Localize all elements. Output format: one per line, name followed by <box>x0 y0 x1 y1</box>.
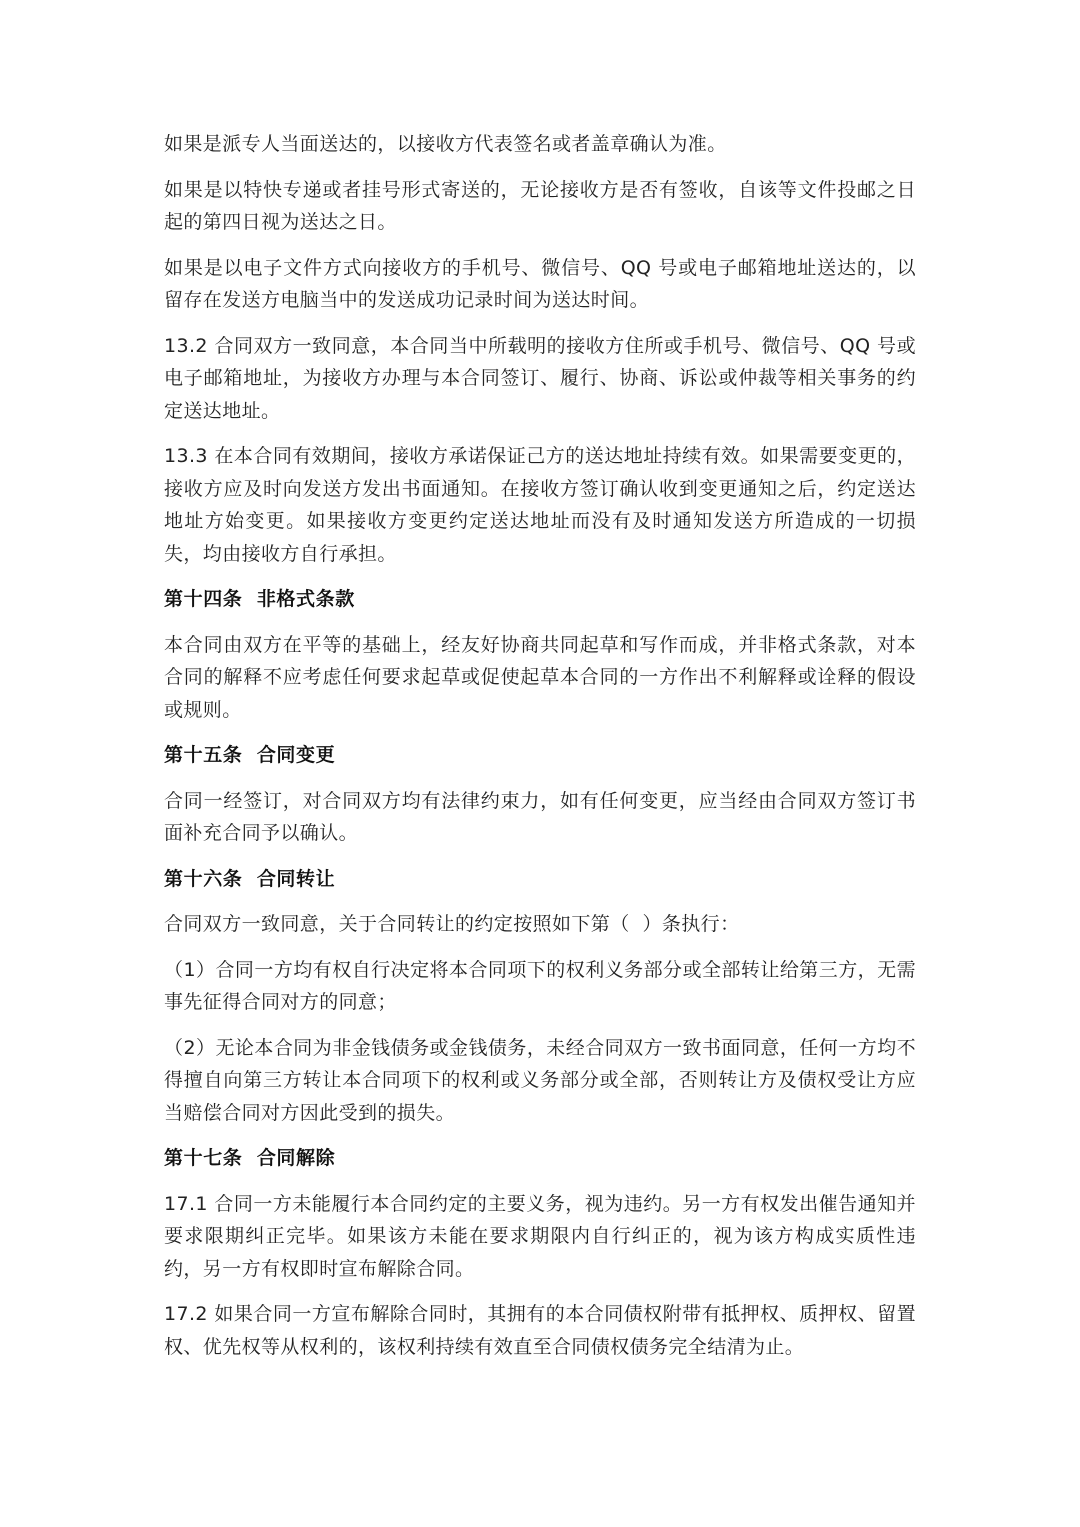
article-15-body: 合同一经签订，对合同双方均有法律约束力，如有任何变更，应当经由合同双方签订书面补充合同予以确认。 <box>164 789 916 844</box>
article-16-option-1: （1）合同一方均有权自行决定将本合同项下的权利义务部分或全部转让给第三方，无需事先征得合同对方的同意； <box>164 958 916 1013</box>
article-14-heading: 第十四条 非格式条款 <box>164 588 355 610</box>
article-15-heading: 第十五条 合同变更 <box>164 744 336 766</box>
paragraph-express-mail-delivery: 如果是以特快专递或者挂号形式寄送的，无论接收方是否有签收，自该等文件投邮之日起的第四日视为送达之日。 <box>164 178 916 233</box>
clause-17-1: 17.1 合同一方未能履行本合同约定的主要义务，视为违约。另一方有权发出催告通知并要求限期纠正完毕。如果该方未能在要求期限内自行纠正的，视为该方构成实质性违约，另一方有权即时宣布解除合同。 <box>164 1192 916 1280</box>
document-page <box>164 128 916 1376</box>
article-14-body: 本合同由双方在平等的基础上，经友好协商共同起草和写作而成，并非格式条款，对本合同的解释不应考虑任何要求起草或促使起草本合同的一方作出不利解释或诠释的假设或规则。 <box>164 633 916 721</box>
clause-13-2: 13.2 合同双方一致同意，本合同当中所载明的接收方住所或手机号、微信号、QQ 号或电子邮箱地址，为接收方办理与本合同签订、履行、协商、诉讼或仲裁等相关事务的约定送达地址。 <box>164 334 916 422</box>
paragraph-electronic-delivery: 如果是以电子文件方式向接收方的手机号、微信号、QQ 号或电子邮箱地址送达的，以留存在发送方电脑当中的发送成功记录时间为送达时间。 <box>164 256 916 311</box>
article-16-intro: 合同双方一致同意，关于合同转让的约定按照如下第（ ）条执行： <box>164 913 740 935</box>
article-17-heading: 第十七条 合同解除 <box>164 1147 336 1169</box>
clause-13-3: 13.3 在本合同有效期间，接收方承诺保证己方的送达地址持续有效。如果需要变更的，接收方应及时向发送方发出书面通知。在接收方签订确认收到变更通知之后，约定送达地址方始变更。如果接收方变更约定送达地址而没有及时通知发送方所造成的一切损失，均由接收方自行承担。 <box>164 445 916 565</box>
article-16-heading: 第十六条 合同转让 <box>164 867 336 890</box>
paragraph-personal-delivery: 如果是派专人当面送达的，以接收方代表签名或者盖章确认为准。 <box>164 133 727 155</box>
article-16-option-2: （2）无论本合同为非金钱债务或金钱债务，未经合同双方一致书面同意，任何一方均不得擅自向第三方转让本合同项下的权利或义务部分或全部，否则转让方及债权受让方应当赔偿合同对方因此受到的损失。 <box>164 1036 916 1124</box>
clause-17-2: 17.2 如果合同一方宣布解除合同时，其拥有的本合同债权附带有抵押权、质押权、留置权、优先权等从权利的，该权利持续有效直至合同债权债务完全结清为止。 <box>164 1303 916 1358</box>
